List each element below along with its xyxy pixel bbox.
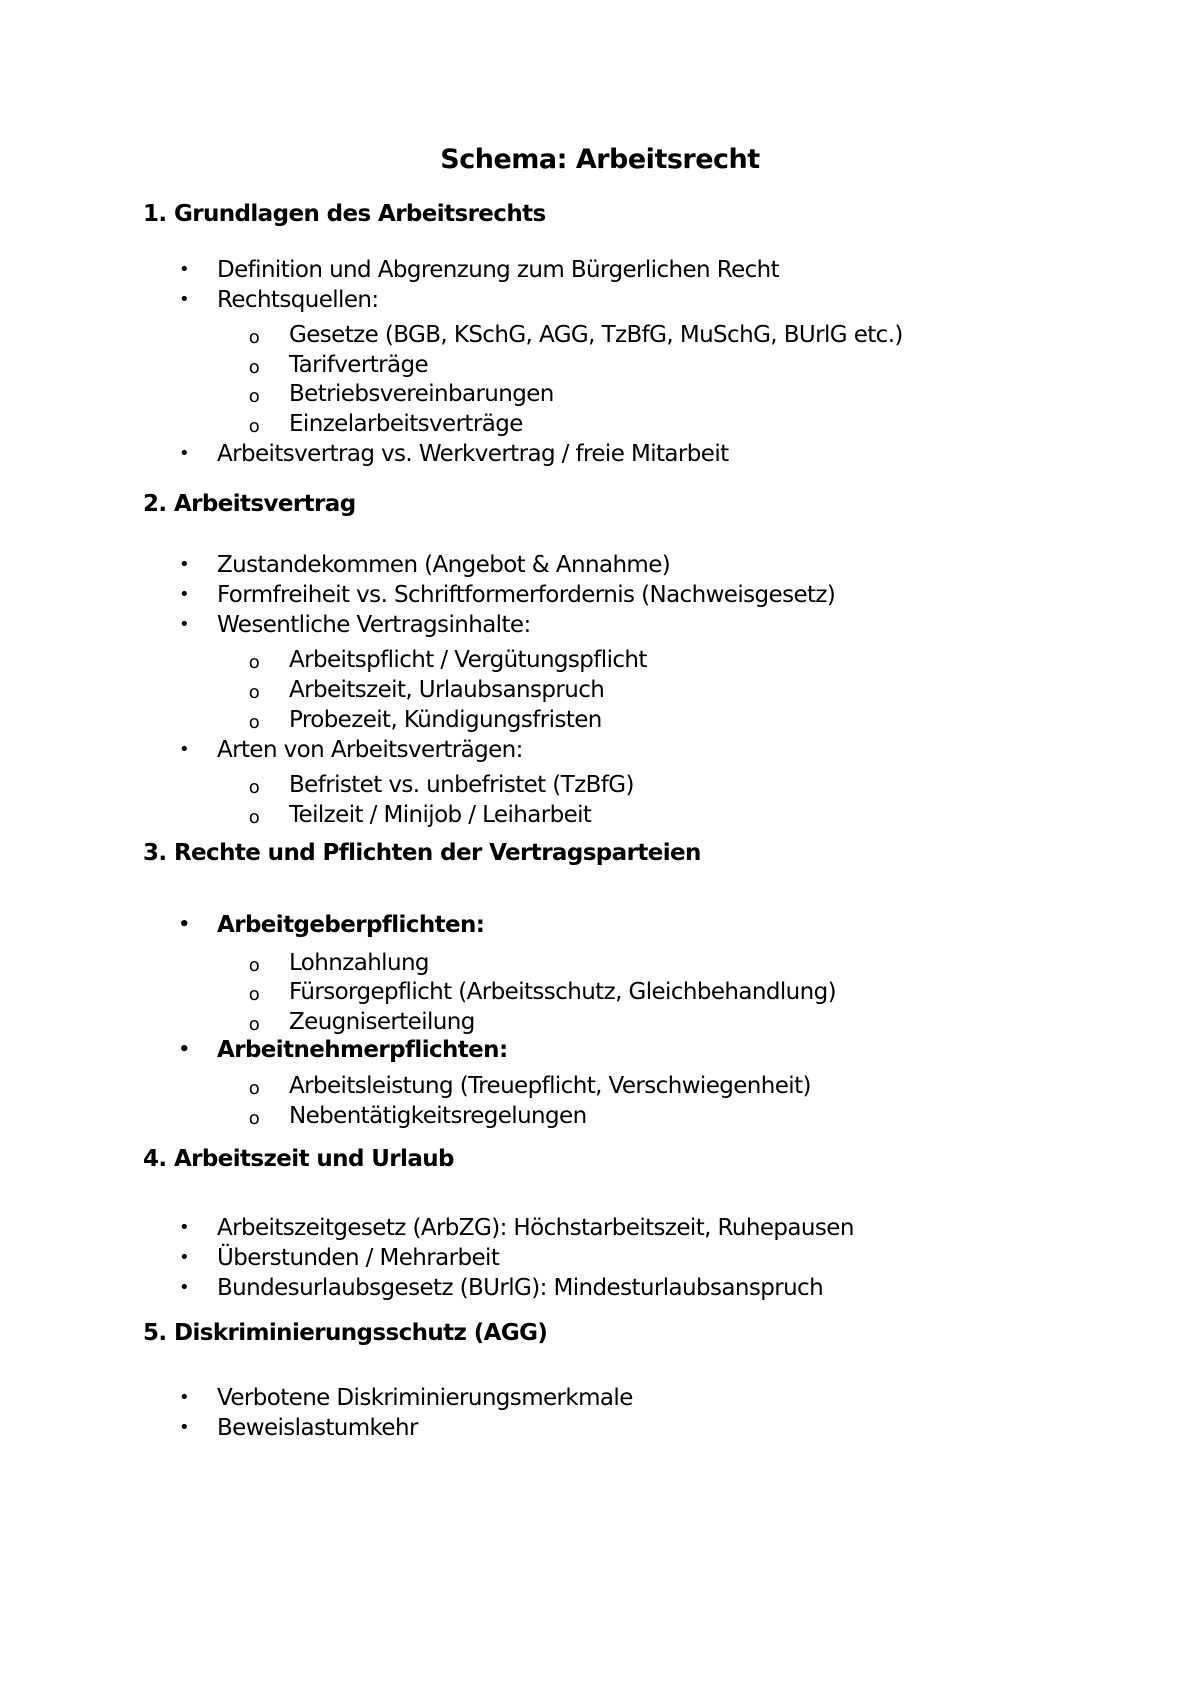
list-item-text: Arten von Arbeitsverträgen:	[217, 737, 523, 763]
bullet-icon: •	[178, 289, 190, 310]
circle-bullet-icon: o	[248, 357, 260, 378]
list-item-text: Überstunden / Mehrarbeit	[217, 1245, 500, 1271]
list-item-text: Zustandekommen (Angebot & Annahme)	[217, 552, 671, 578]
bullet-icon: •	[178, 1387, 190, 1408]
circle-bullet-icon: o	[248, 807, 260, 828]
sub-list-item-text: Nebentätigkeitsregelungen	[289, 1103, 587, 1129]
section-heading: 4. Arbeitszeit und Urlaub	[143, 1146, 454, 1172]
sub-list-item-text: Arbeitszeit, Urlaubsanspruch	[289, 677, 605, 703]
list-item-text: Wesentliche Vertragsinhalte:	[217, 612, 531, 638]
circle-bullet-icon: o	[248, 682, 260, 703]
list-item-text: Rechtsquellen:	[217, 287, 379, 313]
sub-list-item-text: Betriebsvereinbarungen	[289, 381, 554, 407]
list-item-text: Verbotene Diskriminierungsmerkmale	[217, 1385, 633, 1411]
sub-list-item-text: Gesetze (BGB, KSchG, AGG, TzBfG, MuSchG, BUrlG etc.)	[289, 322, 903, 348]
bullet-icon: •	[178, 914, 190, 935]
section-heading: 3. Rechte und Pflichten der Vertragsparteien	[143, 840, 701, 866]
list-item-text: Arbeitsvertrag vs. Werkvertrag / freie Mitarbeit	[217, 441, 729, 467]
sub-list-item-text: Arbeitspflicht / Vergütungspflicht	[289, 647, 647, 673]
sub-list-item-text: Arbeitsleistung (Treuepflicht, Verschwiegenheit)	[289, 1073, 811, 1099]
sub-list-item-text: Lohnzahlung	[289, 950, 429, 976]
circle-bullet-icon: o	[248, 955, 260, 976]
circle-bullet-icon: o	[248, 386, 260, 407]
circle-bullet-icon: o	[248, 712, 260, 733]
circle-bullet-icon: o	[248, 777, 260, 798]
sub-list-item-text: Teilzeit / Minijob / Leiharbeit	[289, 802, 592, 828]
sub-list-item-text: Tarifverträge	[289, 352, 429, 378]
list-item-text: Definition und Abgrenzung zum Bürgerlichen Recht	[217, 257, 780, 283]
section-heading: 1. Grundlagen des Arbeitsrechts	[143, 201, 546, 227]
list-item-text: Bundesurlaubsgesetz (BUrlG): Mindesturlaubsanspruch	[217, 1275, 824, 1301]
circle-bullet-icon: o	[248, 416, 260, 437]
bullet-icon: •	[178, 1277, 190, 1298]
list-item-text: Beweislastumkehr	[217, 1415, 418, 1441]
sub-list-item-text: Zeugniserteilung	[289, 1009, 475, 1035]
circle-bullet-icon: o	[248, 984, 260, 1005]
list-item-text: Arbeitszeitgesetz (ArbZG): Höchstarbeitszeit, Ruhepausen	[217, 1215, 854, 1241]
bullet-icon: •	[178, 614, 190, 635]
bullet-icon: •	[178, 443, 190, 464]
circle-bullet-icon: o	[248, 1014, 260, 1035]
list-item-text: Arbeitgeberpflichten:	[217, 912, 485, 938]
bullet-icon: •	[178, 554, 190, 575]
sub-list-item-text: Einzelarbeitsverträge	[289, 411, 523, 437]
section-heading: 5. Diskriminierungsschutz (AGG)	[143, 1320, 548, 1346]
bullet-icon: •	[178, 259, 190, 280]
section-heading: 2. Arbeitsvertrag	[143, 491, 356, 517]
circle-bullet-icon: o	[248, 1108, 260, 1129]
circle-bullet-icon: o	[248, 1078, 260, 1099]
sub-list-item-text: Fürsorgepflicht (Arbeitsschutz, Gleichbehandlung)	[289, 979, 836, 1005]
circle-bullet-icon: o	[248, 652, 260, 673]
circle-bullet-icon: o	[248, 327, 260, 348]
bullet-icon: •	[178, 1417, 190, 1438]
bullet-icon: •	[178, 1247, 190, 1268]
list-item-text: Formfreiheit vs. Schriftformerfordernis (Nachweisgesetz)	[217, 582, 836, 608]
sub-list-item-text: Befristet vs. unbefristet (TzBfG)	[289, 772, 634, 798]
bullet-icon: •	[178, 739, 190, 760]
bullet-icon: •	[178, 1039, 190, 1060]
bullet-icon: •	[178, 584, 190, 605]
bullet-icon: •	[178, 1217, 190, 1238]
document-title: Schema: Arbeitsrecht	[440, 144, 760, 175]
sub-list-item-text: Probezeit, Kündigungsfristen	[289, 707, 602, 733]
list-item-text: Arbeitnehmerpflichten:	[217, 1037, 508, 1063]
